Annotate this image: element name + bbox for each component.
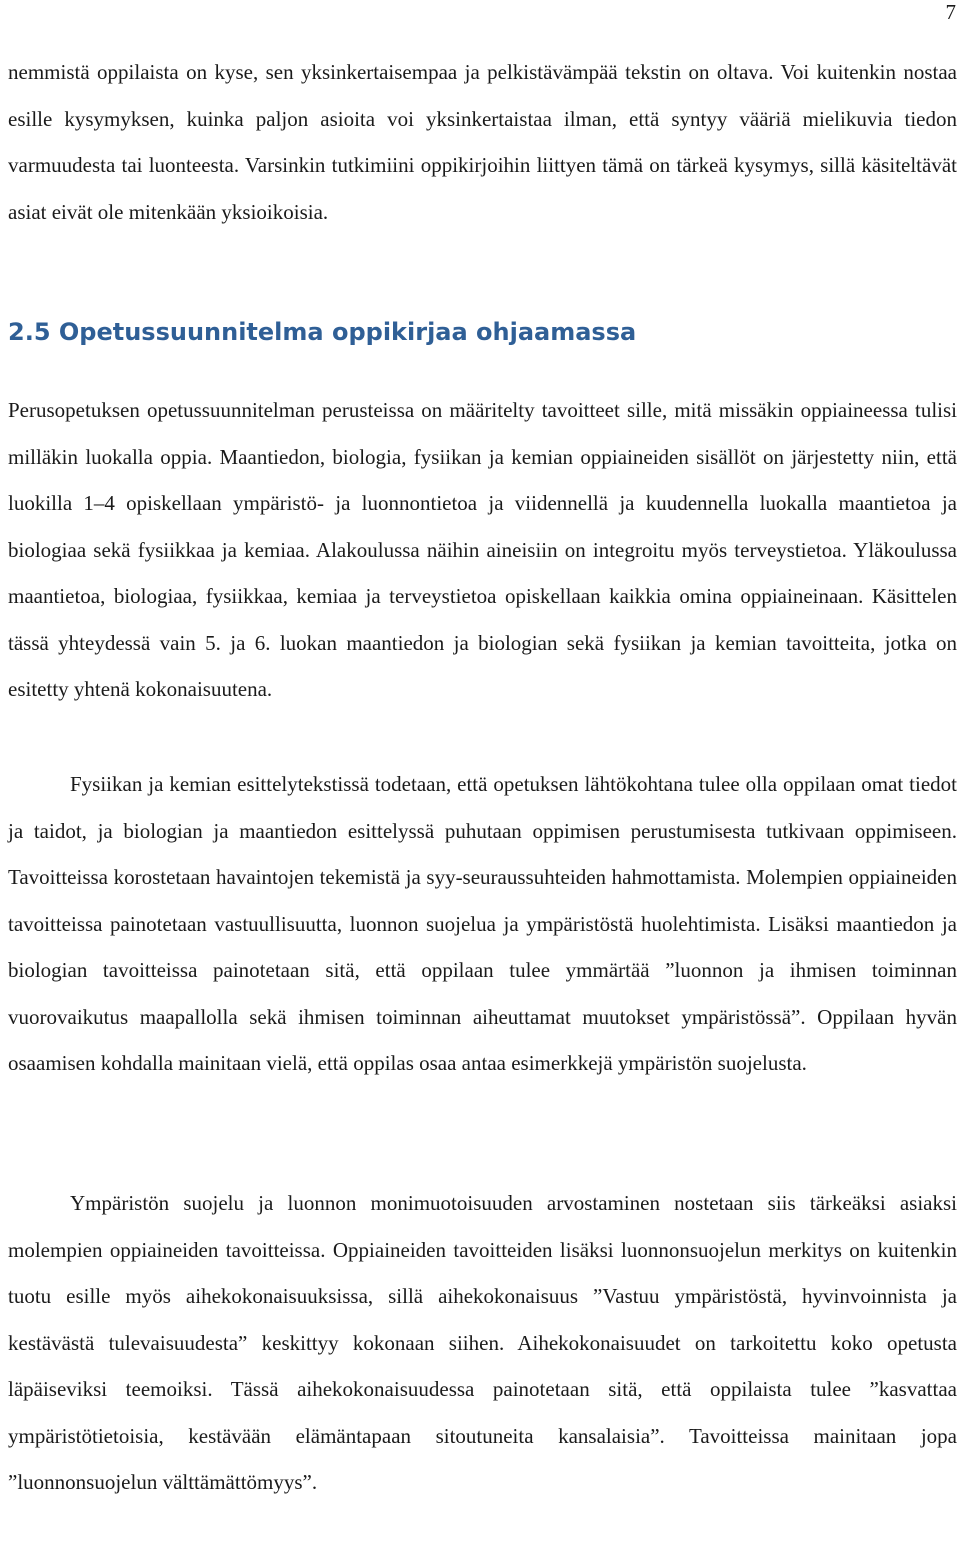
paragraph-subject-goals: Fysiikan ja kemian esittelytekstissä todetaan, että opetuksen lähtökohtana tulee olla oppilaan omat tiedot ja taidot, ja biologian ja maantiedon esittelyssä puhutaan oppimisen perustumisesta tutkivaan oppimiseen. Tavoitteissa korostetaan havaintojen tekemistä ja syy-seuraussuhteiden hahmottamista. Molempien oppiaineiden tavoitteissa painotetaan vastuullisuutta, luonnon suojelua ja ympäristöstä huolehtimista. Lisäksi maantiedon ja biologian tavoitteissa painotetaan sitä, että oppilaan tulee ymmärtää ”luonnon ja ihmisen toiminnan vuorovaikutus maapallolla sekä ihmisen toiminnan aiheuttamat muutokset ympäristössä”. Oppilaan hyvän osaamisen kohdalla mainitaan vielä, että oppilas osaa antaa esimerkkejä ympäristön suojelusta. (8, 772, 957, 1075)
paragraph-environmental-protection: Ympäristön suojelu ja luonnon monimuotoisuuden arvostaminen nostetaan siis tärkeäksi asiaksi molempien oppiaineiden tavoitteissa. Oppiaineiden tavoitteiden lisäksi luonnonsuojelun merkitys on kuitenkin tuotu esille myös aihekokonaisuuksissa, sillä aihekokonaisuus ”Vastuu ympäristöstä, hyvinvoinnista ja kestävästä tulevaisuudesta” keskittyy kokonaan siihen. Aihekokonaisuudet on tarkoitettu koko opetusta läpäiseviksi teemoiksi. Tässä aihekokonaisuudessa painotetaan sitä, että oppilaista tulee ”kasvattaa ympäristötietoisia, kestävään elämäntapaan sitoutuneita kansalaisia”. Tavoitteissa mainitaan jopa ”luonnonsuojelun välttämättömyys”. (8, 1191, 957, 1494)
section-heading: 2.5 Opetussuunnitelma oppikirjaa ohjaamassa (8, 318, 637, 346)
paragraph-intro-continuation: nemmistä oppilaista on kyse, sen yksinkertaisempaa ja pelkistävämpää tekstin on oltava. Voi kuitenkin nostaa esille kysymyksen, kuinka paljon asioita voi yksinkertaistaa ilman, että syntyy vääriä mielikuvia tiedon varmuudesta tai luonteesta. Varsinkin tutkimiini oppikirjoihin liittyen tämä on tärkeä kysymys, sillä käsiteltävät asiat eivät ole mitenkään yksioikoisia. (8, 60, 957, 224)
page-number: 7 (945, 0, 956, 24)
paragraph-curriculum-overview: Perusopetuksen opetussuunnitelman perusteissa on määritelty tavoitteet sille, mitä missäkin oppiaineessa tulisi milläkin luokalla oppia. Maantiedon, biologia, fysiikan ja kemian oppiaineiden sisällöt on järjestetty niin, että luokilla 1–4 opiskellaan ympäristö- ja luonnontietoa ja viidennellä ja kuudennella luokalla maantietoa ja biologiaa sekä fysiikkaa ja kemiaa. Alakoulussa näihin aineisiin on integroitu myös terveystietoa. Yläkoulussa maantietoa, biologiaa, fysiikkaa, kemiaa ja terveystietoa opiskellaan kaikkia omina oppiaineinaan. Käsittelen tässä yhteydessä vain 5. ja 6. luokan maantiedon ja biologian sekä fysiikan ja kemian tavoitteita, jotka on esitetty yhtenä kokonaisuutena. (8, 398, 957, 701)
